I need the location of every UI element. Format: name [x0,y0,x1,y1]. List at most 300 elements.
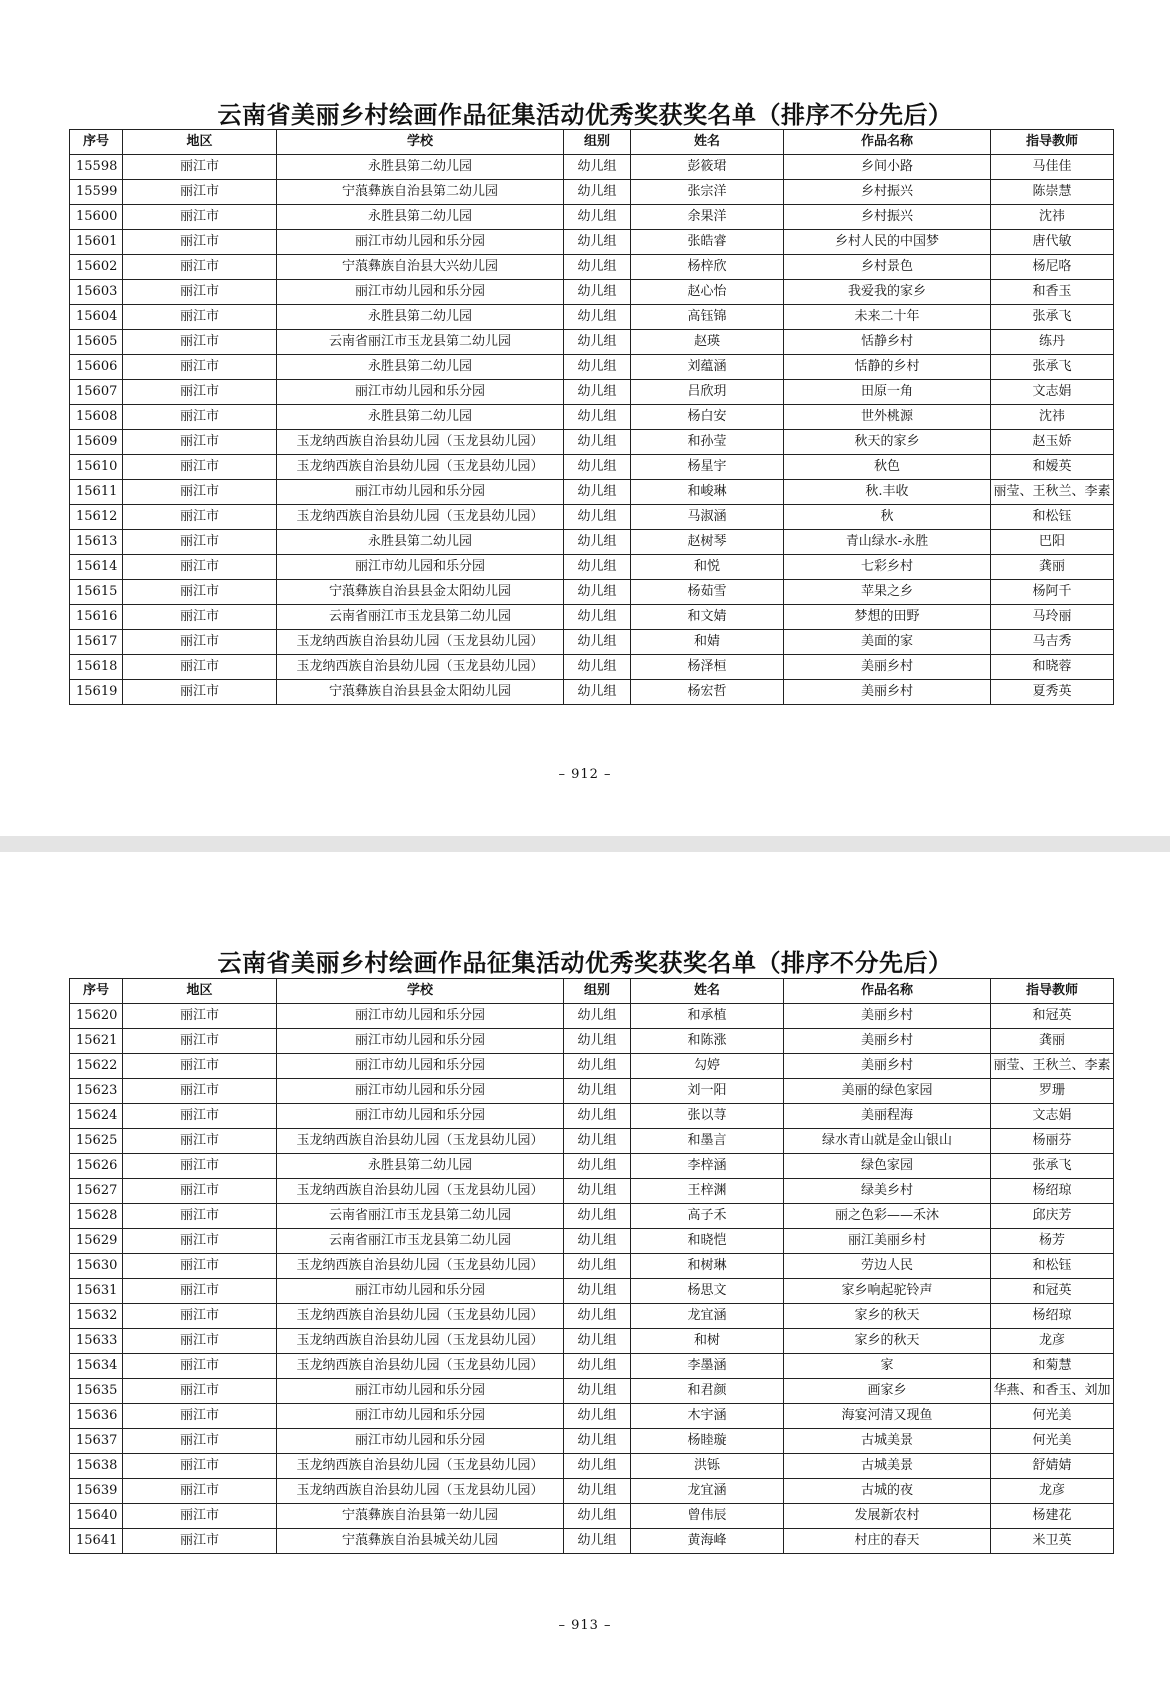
cell-school: 丽江市幼儿园和乐分园 [277,1404,564,1429]
cell-group: 幼儿组 [564,355,631,380]
cell-serial: 15625 [70,1129,123,1154]
table-row [70,380,1114,405]
cell-serial: 15638 [70,1454,123,1479]
cell-name: 杨茹雪 [631,580,784,605]
table-row [70,630,1114,655]
cell-work-title: 苹果之乡 [784,580,991,605]
document-page-2 [0,852,1170,1691]
cell-group: 幼儿组 [564,1179,631,1204]
cell-serial: 15598 [70,155,123,180]
cell-work-title: 秋天的家乡 [784,430,991,455]
cell-serial: 15612 [70,505,123,530]
table-row [70,1304,1114,1329]
cell-teacher: 马佳佳 [991,155,1114,180]
table-row [70,305,1114,330]
cell-name: 和树琳 [631,1254,784,1279]
cell-teacher: 文志娟 [991,380,1114,405]
cell-teacher: 杨芳 [991,1229,1114,1254]
cell-region: 丽江市 [123,655,277,680]
cell-serial: 15635 [70,1379,123,1404]
table-row [70,1104,1114,1129]
cell-school: 丽江市幼儿园和乐分园 [277,1104,564,1129]
cell-group: 幼儿组 [564,580,631,605]
cell-name: 杨睦璇 [631,1429,784,1454]
cell-name: 和峻琳 [631,480,784,505]
table-row [70,330,1114,355]
cell-work-title: 画家乡 [784,1379,991,1404]
cell-serial: 15608 [70,405,123,430]
table-row [70,1004,1114,1029]
cell-group: 幼儿组 [564,480,631,505]
cell-region: 丽江市 [123,180,277,205]
cell-teacher: 杨阿千 [991,580,1114,605]
cell-serial: 15603 [70,280,123,305]
cell-name: 余果洋 [631,205,784,230]
cell-school: 宁蒗彝族自治县第二幼儿园 [277,180,564,205]
cell-serial: 15641 [70,1529,123,1554]
cell-work-title: 绿水青山就是金山银山 [784,1129,991,1154]
cell-serial: 15640 [70,1504,123,1529]
cell-name: 洪铄 [631,1454,784,1479]
cell-work-title: 美丽乡村 [784,655,991,680]
cell-teacher: 文志娟 [991,1104,1114,1129]
cell-group: 幼儿组 [564,255,631,280]
table-row [70,1229,1114,1254]
cell-group: 幼儿组 [564,1304,631,1329]
table-row [70,1029,1114,1054]
table-row [70,1429,1114,1454]
table-row [70,1504,1114,1529]
cell-group: 幼儿组 [564,1354,631,1379]
cell-name: 彭筱珺 [631,155,784,180]
header-serial: 序号 [70,979,123,1004]
cell-teacher: 和冠英 [991,1279,1114,1304]
header-group: 组别 [564,130,631,155]
cell-school: 玉龙纳西族自治县幼儿园（玉龙县幼儿园） [277,1354,564,1379]
cell-serial: 15626 [70,1154,123,1179]
cell-name: 王梓渊 [631,1179,784,1204]
cell-group: 幼儿组 [564,1079,631,1104]
cell-school: 宁蒗彝族自治县县金太阳幼儿园 [277,680,564,705]
cell-region: 丽江市 [123,530,277,555]
cell-region: 丽江市 [123,1104,277,1129]
table-row [70,1479,1114,1504]
cell-work-title: 美丽乡村 [784,1029,991,1054]
cell-name: 和悦 [631,555,784,580]
cell-group: 幼儿组 [564,1529,631,1554]
table-row [70,1279,1114,1304]
cell-work-title: 恬静乡村 [784,330,991,355]
cell-region: 丽江市 [123,1279,277,1304]
cell-school: 玉龙纳西族自治县幼儿园（玉龙县幼儿园） [277,505,564,530]
cell-serial: 15600 [70,205,123,230]
cell-school: 宁蒗彝族自治县第一幼儿园 [277,1504,564,1529]
cell-serial: 15636 [70,1404,123,1429]
cell-name: 李梓涵 [631,1154,784,1179]
cell-school: 丽江市幼儿园和乐分园 [277,555,564,580]
cell-work-title: 我爱我的家乡 [784,280,991,305]
table-row [70,1154,1114,1179]
cell-serial: 15613 [70,530,123,555]
cell-school: 宁蒗彝族自治县县金太阳幼儿园 [277,580,564,605]
cell-work-title: 乡村振兴 [784,180,991,205]
cell-work-title: 美丽乡村 [784,680,991,705]
cell-name: 张以荨 [631,1104,784,1129]
cell-school: 玉龙纳西族自治县幼儿园（玉龙县幼儿园） [277,1304,564,1329]
cell-group: 幼儿组 [564,1054,631,1079]
cell-group: 幼儿组 [564,1379,631,1404]
cell-work-title: 劳边人民 [784,1254,991,1279]
table-row [70,555,1114,580]
cell-teacher: 夏秀英 [991,680,1114,705]
cell-region: 丽江市 [123,305,277,330]
cell-serial: 15623 [70,1079,123,1104]
cell-serial: 15622 [70,1054,123,1079]
cell-teacher: 马玲丽 [991,605,1114,630]
table-row [70,1079,1114,1104]
cell-work-title: 绿美乡村 [784,1179,991,1204]
cell-work-title: 田原一角 [784,380,991,405]
header-work-title: 作品名称 [784,979,991,1004]
cell-school: 永胜县第二幼儿园 [277,530,564,555]
cell-work-title: 恬静的乡村 [784,355,991,380]
cell-school: 宁蒗彝族自治县大兴幼儿园 [277,255,564,280]
table-row [70,155,1114,180]
cell-region: 丽江市 [123,505,277,530]
table-row [70,1454,1114,1479]
cell-name: 高子禾 [631,1204,784,1229]
cell-teacher: 赵玉娇 [991,430,1114,455]
page-title: 云南省美丽乡村绘画作品征集活动优秀奖获奖名单（排序不分先后） [217,101,953,129]
table-row [70,655,1114,680]
cell-serial: 15610 [70,455,123,480]
cell-group: 幼儿组 [564,1029,631,1054]
table-row [70,230,1114,255]
cell-group: 幼儿组 [564,605,631,630]
table-row [70,1354,1114,1379]
cell-name: 和晓恺 [631,1229,784,1254]
cell-serial: 15615 [70,580,123,605]
cell-school: 玉龙纳西族自治县幼儿园（玉龙县幼儿园） [277,430,564,455]
cell-work-title: 未来二十年 [784,305,991,330]
cell-group: 幼儿组 [564,180,631,205]
cell-region: 丽江市 [123,1004,277,1029]
table-row [70,180,1114,205]
cell-serial: 15633 [70,1329,123,1354]
cell-work-title: 发展新农村 [784,1504,991,1529]
cell-region: 丽江市 [123,580,277,605]
cell-serial: 15632 [70,1304,123,1329]
cell-name: 刘蕴涵 [631,355,784,380]
cell-work-title: 美丽乡村 [784,1004,991,1029]
cell-school: 玉龙纳西族自治县幼儿园（玉龙县幼儿园） [277,1479,564,1504]
cell-group: 幼儿组 [564,1429,631,1454]
cell-serial: 15627 [70,1179,123,1204]
cell-name: 马淑涵 [631,505,784,530]
table-row [70,580,1114,605]
table-row [70,1529,1114,1554]
table-row [70,405,1114,430]
table-row [70,280,1114,305]
cell-work-title: 美丽乡村 [784,1054,991,1079]
table-row [70,1179,1114,1204]
table-row [70,480,1114,505]
cell-school: 永胜县第二幼儿园 [277,355,564,380]
cell-name: 曾伟辰 [631,1504,784,1529]
cell-work-title: 梦想的田野 [784,605,991,630]
header-work-title: 作品名称 [784,130,991,155]
cell-teacher: 龙彦 [991,1329,1114,1354]
cell-school: 云南省丽江市玉龙县第二幼儿园 [277,1204,564,1229]
cell-region: 丽江市 [123,405,277,430]
table-row [70,505,1114,530]
cell-teacher: 杨绍琼 [991,1179,1114,1204]
cell-region: 丽江市 [123,255,277,280]
cell-group: 幼儿组 [564,430,631,455]
cell-teacher: 巴阳 [991,530,1114,555]
cell-teacher: 和冠英 [991,1004,1114,1029]
cell-group: 幼儿组 [564,155,631,180]
cell-school: 云南省丽江市玉龙县第二幼儿园 [277,330,564,355]
cell-teacher: 沈祎 [991,205,1114,230]
cell-name: 龙宜涵 [631,1479,784,1504]
cell-group: 幼儿组 [564,1004,631,1029]
cell-teacher: 龚丽 [991,555,1114,580]
table-row [70,680,1114,705]
header-region: 地区 [123,130,277,155]
cell-serial: 15629 [70,1229,123,1254]
page-number: – 912 – [558,767,612,782]
cell-work-title: 家乡响起驼铃声 [784,1279,991,1304]
cell-serial: 15614 [70,555,123,580]
cell-work-title: 秋色 [784,455,991,480]
cell-school: 永胜县第二幼儿园 [277,205,564,230]
cell-group: 幼儿组 [564,1329,631,1354]
table-row [70,530,1114,555]
cell-name: 杨泽桓 [631,655,784,680]
cell-serial: 15624 [70,1104,123,1129]
cell-region: 丽江市 [123,455,277,480]
cell-serial: 15634 [70,1354,123,1379]
cell-teacher: 龙彦 [991,1479,1114,1504]
cell-group: 幼儿组 [564,330,631,355]
cell-teacher: 舒婧婧 [991,1454,1114,1479]
cell-school: 玉龙纳西族自治县幼儿园（玉龙县幼儿园） [277,1179,564,1204]
cell-group: 幼儿组 [564,1279,631,1304]
cell-teacher: 华燕、和香玉、刘加 [991,1379,1114,1404]
cell-name: 勾婷 [631,1054,784,1079]
cell-work-title: 秋.丰收 [784,480,991,505]
cell-school: 云南省丽江市玉龙县第二幼儿园 [277,605,564,630]
cell-school: 永胜县第二幼儿园 [277,305,564,330]
cell-region: 丽江市 [123,1529,277,1554]
cell-name: 杨思文 [631,1279,784,1304]
page-number: – 913 – [558,1618,612,1633]
cell-teacher: 杨尼咯 [991,255,1114,280]
cell-school: 永胜县第二幼儿园 [277,155,564,180]
cell-name: 和君颜 [631,1379,784,1404]
cell-work-title: 乡间小路 [784,155,991,180]
cell-group: 幼儿组 [564,655,631,680]
cell-work-title: 家 [784,1354,991,1379]
cell-name: 张皓睿 [631,230,784,255]
cell-teacher: 和松钰 [991,505,1114,530]
cell-name: 杨星宇 [631,455,784,480]
cell-name: 杨宏哲 [631,680,784,705]
cell-work-title: 海宴河清又现鱼 [784,1404,991,1429]
table-row [70,1329,1114,1354]
cell-serial: 15619 [70,680,123,705]
cell-teacher: 邱庆芳 [991,1204,1114,1229]
cell-teacher: 丽莹、王秋兰、李素 [991,480,1114,505]
table-header-row [70,979,1114,1004]
cell-region: 丽江市 [123,1054,277,1079]
cell-serial: 15604 [70,305,123,330]
cell-group: 幼儿组 [564,1479,631,1504]
cell-teacher: 唐代敏 [991,230,1114,255]
cell-region: 丽江市 [123,1379,277,1404]
cell-region: 丽江市 [123,1129,277,1154]
cell-group: 幼儿组 [564,1129,631,1154]
cell-group: 幼儿组 [564,1504,631,1529]
document-page-1 [0,0,1170,836]
cell-region: 丽江市 [123,630,277,655]
cell-serial: 15617 [70,630,123,655]
cell-group: 幼儿组 [564,380,631,405]
cell-serial: 15628 [70,1204,123,1229]
cell-region: 丽江市 [123,430,277,455]
cell-teacher: 和松钰 [991,1254,1114,1279]
cell-school: 玉龙纳西族自治县幼儿园（玉龙县幼儿园） [277,1254,564,1279]
cell-name: 吕欣玥 [631,380,784,405]
header-region: 地区 [123,979,277,1004]
cell-serial: 15601 [70,230,123,255]
cell-serial: 15609 [70,430,123,455]
cell-region: 丽江市 [123,330,277,355]
cell-teacher: 和香玉 [991,280,1114,305]
cell-serial: 15611 [70,480,123,505]
cell-work-title: 家乡的秋天 [784,1304,991,1329]
cell-teacher: 张承飞 [991,355,1114,380]
cell-group: 幼儿组 [564,1404,631,1429]
cell-teacher: 张承飞 [991,305,1114,330]
cell-region: 丽江市 [123,605,277,630]
table-row [70,205,1114,230]
cell-group: 幼儿组 [564,1254,631,1279]
cell-region: 丽江市 [123,680,277,705]
cell-teacher: 罗珊 [991,1079,1114,1104]
cell-teacher: 杨绍琼 [991,1304,1114,1329]
header-group: 组别 [564,979,631,1004]
cell-work-title: 村庄的春天 [784,1529,991,1554]
cell-work-title: 古城美景 [784,1429,991,1454]
cell-school: 玉龙纳西族自治县幼儿园（玉龙县幼儿园） [277,1454,564,1479]
cell-name: 李墨涵 [631,1354,784,1379]
cell-teacher: 杨建花 [991,1504,1114,1529]
table-body [70,155,1114,705]
cell-name: 张宗洋 [631,180,784,205]
cell-serial: 15620 [70,1004,123,1029]
cell-region: 丽江市 [123,1354,277,1379]
cell-region: 丽江市 [123,155,277,180]
cell-teacher: 陈崇慧 [991,180,1114,205]
cell-work-title: 家乡的秋天 [784,1329,991,1354]
cell-group: 幼儿组 [564,305,631,330]
cell-school: 玉龙纳西族自治县幼儿园（玉龙县幼儿园） [277,630,564,655]
cell-serial: 15621 [70,1029,123,1054]
cell-region: 丽江市 [123,480,277,505]
cell-serial: 15616 [70,605,123,630]
cell-school: 丽江市幼儿园和乐分园 [277,380,564,405]
cell-school: 玉龙纳西族自治县幼儿园（玉龙县幼儿园） [277,455,564,480]
cell-work-title: 乡村振兴 [784,205,991,230]
page-title: 云南省美丽乡村绘画作品征集活动优秀奖获奖名单（排序不分先后） [217,949,953,977]
cell-serial: 15637 [70,1429,123,1454]
table-row [70,1254,1114,1279]
cell-region: 丽江市 [123,280,277,305]
cell-school: 玉龙纳西族自治县幼儿园（玉龙县幼儿园） [277,1129,564,1154]
cell-name: 赵瑛 [631,330,784,355]
cell-school: 丽江市幼儿园和乐分园 [277,480,564,505]
cell-name: 和陈涨 [631,1029,784,1054]
cell-teacher: 和嫒英 [991,455,1114,480]
award-table [69,978,1114,1554]
cell-group: 幼儿组 [564,230,631,255]
cell-serial: 15618 [70,655,123,680]
cell-school: 玉龙纳西族自治县幼儿园（玉龙县幼儿园） [277,655,564,680]
table-header-row [70,130,1114,155]
cell-region: 丽江市 [123,230,277,255]
cell-group: 幼儿组 [564,1104,631,1129]
cell-serial: 15631 [70,1279,123,1304]
cell-teacher: 杨丽芬 [991,1129,1114,1154]
cell-region: 丽江市 [123,555,277,580]
cell-group: 幼儿组 [564,680,631,705]
cell-work-title: 青山绿水-永胜 [784,530,991,555]
table-row [70,430,1114,455]
cell-teacher: 张承飞 [991,1154,1114,1179]
cell-serial: 15599 [70,180,123,205]
cell-work-title: 丽江美丽乡村 [784,1229,991,1254]
cell-region: 丽江市 [123,1254,277,1279]
cell-teacher: 龚丽 [991,1029,1114,1054]
cell-teacher: 马吉秀 [991,630,1114,655]
table-row [70,1404,1114,1429]
cell-name: 木宇涵 [631,1404,784,1429]
cell-region: 丽江市 [123,355,277,380]
cell-region: 丽江市 [123,1404,277,1429]
cell-region: 丽江市 [123,1154,277,1179]
cell-school: 丽江市幼儿园和乐分园 [277,1429,564,1454]
cell-name: 和孙莹 [631,430,784,455]
cell-school: 丽江市幼儿园和乐分园 [277,1079,564,1104]
header-name: 姓名 [631,979,784,1004]
table-row [70,1129,1114,1154]
cell-group: 幼儿组 [564,530,631,555]
cell-work-title: 乡村景色 [784,255,991,280]
cell-teacher: 米卫英 [991,1529,1114,1554]
cell-serial: 15605 [70,330,123,355]
cell-name: 杨梓欣 [631,255,784,280]
page-gap [0,836,1170,852]
cell-region: 丽江市 [123,1329,277,1354]
cell-group: 幼儿组 [564,555,631,580]
cell-name: 龙宜涵 [631,1304,784,1329]
cell-serial: 15606 [70,355,123,380]
cell-work-title: 古城的夜 [784,1479,991,1504]
cell-region: 丽江市 [123,1454,277,1479]
cell-name: 和承植 [631,1004,784,1029]
